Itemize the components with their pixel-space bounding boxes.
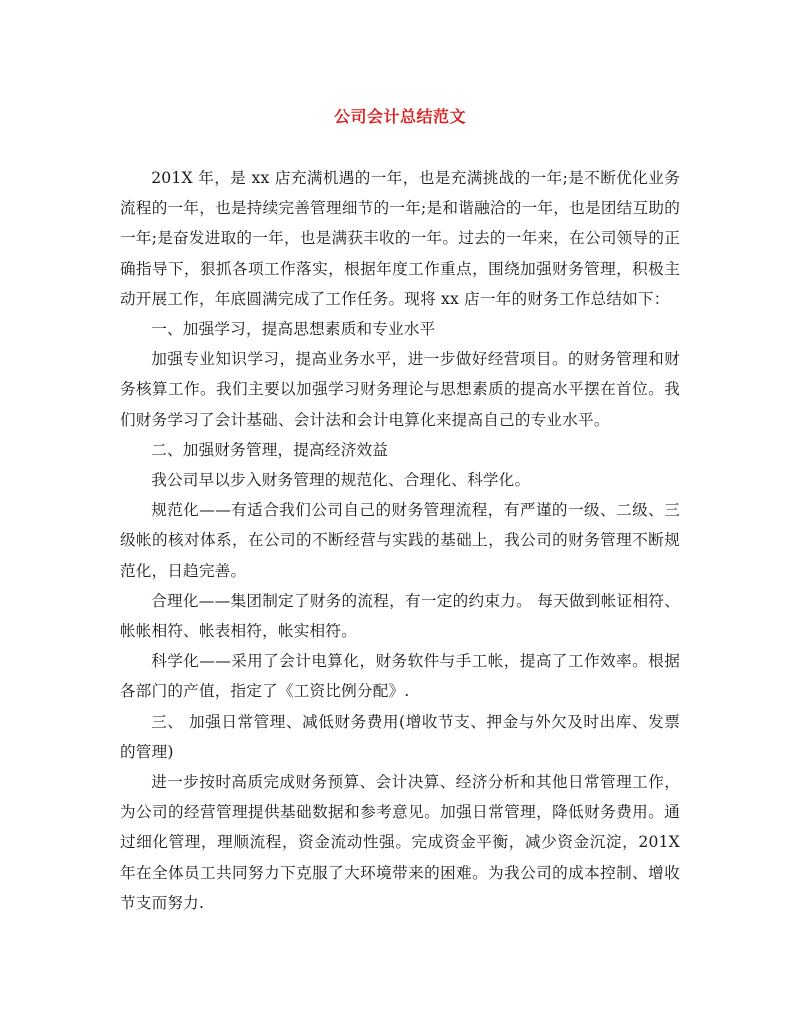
paragraph-standardization: 规范化——有适合我们公司自己的财务管理流程，有严谨的一级、二级、三级帐的核对体系，在公司的不断经营与实践的基础上，我公司的财务管理不断规范化，日趋完善。: [120, 501, 680, 580]
paragraph-study: 加强专业知识学习，提高业务水平，进一步做好经营项目。的财务管理和财务核算工作。我们主要以加强学习财务理论与思想素质的提高水平摆在首位。我们财务学习了会计基础、会计法和会计电算化来提高自己的专业水平。: [120, 350, 680, 429]
section-heading-2: 二、加强财务管理，提高经济效益: [151, 440, 389, 459]
document-title: 公司会计总结范文: [333, 107, 466, 126]
paragraph-daily-management: 进一步按时高质完成财务预算、会计决算、经济分析和其他日常管理工作，为公司的经营管理提供基础数据和参考意见。加强日常管理，降低财务费用。通过细化管理，理顺流程，资金流动性强。完成资金平衡，减少资金沉淀，201X 年在全体员工共同努力下克服了大环境带来的困难。为我公司的成本控制、增收节支而努力.: [120, 773, 680, 912]
paragraph-rationalization: 合理化——集团制定了财务的流程，有一定的约束力。 每天做到帐证相符、帐帐相符、帐表相符，帐实相符。: [120, 591, 680, 641]
section-heading-1: 一、加强学习，提高思想素质和专业水平: [151, 320, 436, 339]
paragraph-intro: 201X 年，是 xx 店充满机遇的一年，也是充满挑战的一年;是不断优化业务流程的一年，也是持续完善管理细节的一年;是和谐融洽的一年，也是团结互助的一年;是奋发进取的一年，也是满获丰收的一年。过去的一年来，在公司领导的正确指导下，狠抓各项工作落实，根据年度工作重点，围绕加强财务管理，积极主动开展工作，年底圆满完成了工作任务。现将 xx 店一年的财务工作总结如下：: [120, 169, 680, 308]
paragraph-standardization-intro: 我公司早以步入财务管理的规范化、合理化、科学化。: [151, 471, 531, 490]
paragraph-scientization: 科学化——采用了会计电算化，财务软件与手工帐，提高了工作效率。根据各部门的产值，指定了《工资比例分配》.: [120, 652, 680, 701]
document-body: [120, 163, 680, 918]
section-heading-3: 三、 加强日常管理、减低财务费用(增收节支、押金与外欠及时出库、发票的管理): [120, 712, 680, 761]
